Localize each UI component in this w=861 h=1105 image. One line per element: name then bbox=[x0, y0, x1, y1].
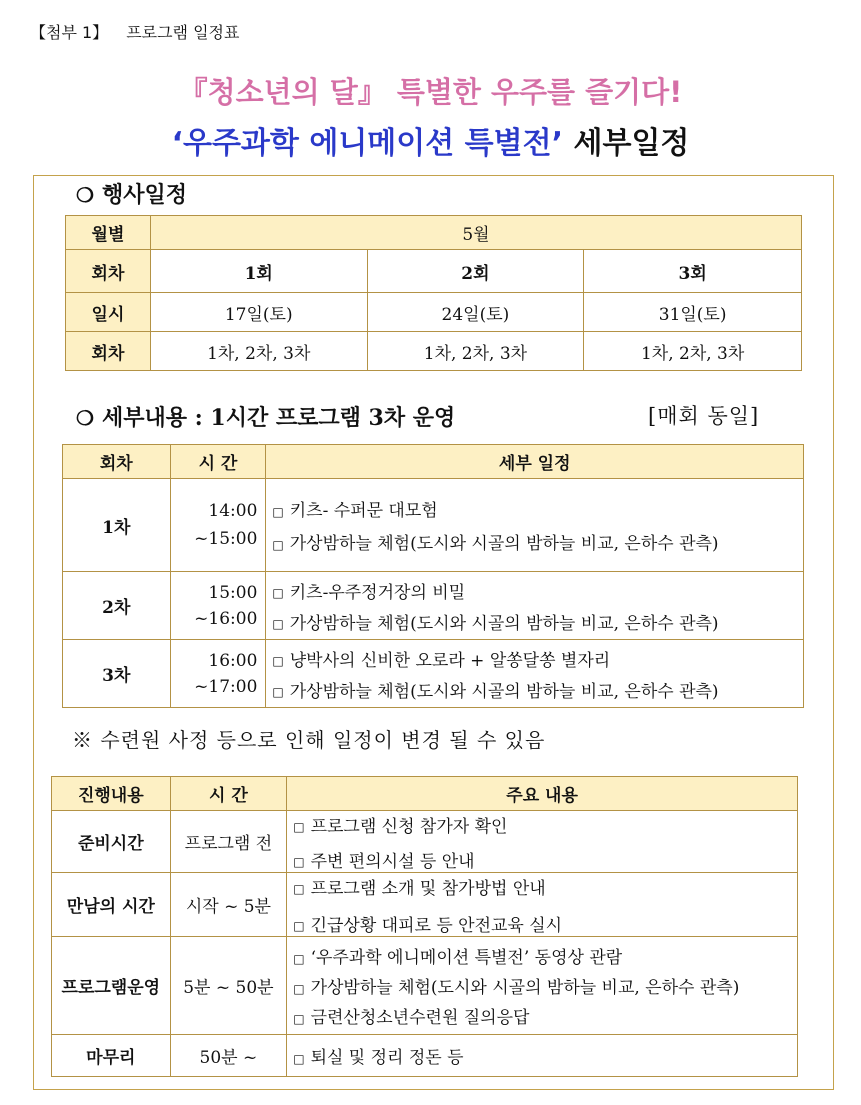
time-cell: 프로그램 전 bbox=[170, 811, 287, 873]
hollow-circle-bullet-icon: ❍ bbox=[76, 406, 94, 430]
date-label: 일시 bbox=[66, 293, 151, 332]
detail-cell: □ 키츠-우주정거장의 비밀 □ 가상밤하늘 체험(도시와 시골의 밤하늘 비교, 은하수 관측) bbox=[266, 572, 804, 640]
hollow-circle-bullet-icon: ❍ bbox=[76, 183, 94, 207]
col-main: 주요 내용 bbox=[287, 777, 798, 811]
col-content: 진행내용 bbox=[52, 777, 171, 811]
detail-schedule-table bbox=[62, 444, 804, 708]
time-cell: 5분 ~ 50분 bbox=[170, 937, 287, 1035]
round-3: 3회 bbox=[584, 250, 802, 293]
main-cell: □ 프로그램 소개 및 참가방법 안내 □ 긴급상황 대피로 등 안전교육 실시 bbox=[287, 873, 798, 937]
sessions-2: 1차, 2차, 3차 bbox=[367, 332, 584, 371]
table-row bbox=[52, 811, 798, 873]
page-title-line2 bbox=[0, 118, 861, 162]
session-row bbox=[66, 332, 802, 371]
date-row bbox=[66, 293, 802, 332]
small-square-icon: □ bbox=[293, 951, 305, 966]
round-1: 1회 bbox=[150, 250, 367, 293]
event-schedule-table bbox=[65, 215, 802, 371]
small-square-icon: □ bbox=[272, 504, 284, 519]
main-cell: □ 퇴실 및 정리 정돈 등 bbox=[287, 1035, 798, 1077]
time-cell: 50분 ~ bbox=[170, 1035, 287, 1077]
date-2: 24일(토) bbox=[367, 293, 584, 332]
table-row bbox=[52, 873, 798, 937]
section1-heading: ❍ 행사일정 bbox=[76, 182, 187, 208]
content-cell: 프로그램운영 bbox=[52, 937, 171, 1035]
time-cell: 15:00 ~16:00 bbox=[170, 572, 266, 640]
col-round: 회차 bbox=[63, 445, 171, 479]
attachment-tag: 【첨부 1】 bbox=[30, 23, 109, 42]
round-2: 2회 bbox=[367, 250, 584, 293]
round-row bbox=[66, 250, 802, 293]
small-square-icon: □ bbox=[293, 855, 305, 869]
time-cell: 시작 ~ 5분 bbox=[170, 873, 287, 937]
section2-heading: ❍ 세부내용 : 1시간 프로그램 3차 운영 bbox=[76, 405, 456, 431]
small-square-icon: □ bbox=[293, 1051, 305, 1066]
flow-header-row bbox=[52, 777, 798, 811]
attachment-text: 프로그램 일정표 bbox=[126, 23, 240, 42]
small-square-icon: □ bbox=[293, 1011, 305, 1026]
time-cell: 14:00 ~15:00 bbox=[170, 479, 266, 572]
schedule-change-note: ※ 수련원 사정 등으로 인해 일정이 변경 될 수 있음 bbox=[72, 728, 546, 752]
month-label: 월별 bbox=[66, 216, 151, 250]
detail-cell: □ 키츠- 수퍼문 대모험 □ 가상밤하늘 체험(도시와 시골의 밤하늘 비교, 은하수 관측) bbox=[266, 479, 804, 572]
attachment-label bbox=[30, 20, 239, 43]
page-title-line1: 『청소년의 달』 특별한 우주를 즐기다! bbox=[178, 75, 683, 109]
title-suffix: 세부일정 bbox=[573, 126, 690, 161]
small-square-icon: □ bbox=[293, 820, 305, 834]
content-cell: 만남의 시간 bbox=[52, 873, 171, 937]
date-3: 31일(토) bbox=[584, 293, 802, 332]
main-cell: □ ‘우주과학 에니메이션 특별전’ 동영상 관람 □ 가상밤하늘 체험(도시와 시골의 밤하늘 비교, 은하수 관측) □ 금련산청소년수련원 질의응답 bbox=[287, 937, 798, 1035]
round-cell: 1차 bbox=[63, 479, 171, 572]
round-cell: 2차 bbox=[63, 572, 171, 640]
table-row bbox=[63, 572, 804, 640]
time-cell: 16:00 ~17:00 bbox=[170, 640, 266, 708]
program-flow-table bbox=[51, 776, 798, 1077]
detail-cell: □ 냥박사의 신비한 오로라 + 알쏭달쏭 별자리 □ 가상밤하늘 체험(도시와 시골의 밤하늘 비교, 은하수 관측) bbox=[266, 640, 804, 708]
table-row bbox=[63, 640, 804, 708]
month-row bbox=[66, 216, 802, 250]
small-square-icon: □ bbox=[293, 981, 305, 996]
small-square-icon: □ bbox=[293, 882, 305, 896]
same-each-time-note: [매회 동일] bbox=[648, 404, 760, 428]
round-label: 회차 bbox=[66, 250, 151, 293]
content-cell: 준비시간 bbox=[52, 811, 171, 873]
col-time: 시 간 bbox=[170, 445, 266, 479]
small-square-icon: □ bbox=[272, 537, 284, 552]
col-detail: 세부 일정 bbox=[266, 445, 804, 479]
small-square-icon: □ bbox=[272, 617, 284, 631]
table-row bbox=[52, 937, 798, 1035]
month-value: 5월 bbox=[150, 216, 801, 250]
date-1: 17일(토) bbox=[150, 293, 367, 332]
round-cell: 3차 bbox=[63, 640, 171, 708]
sessions-1: 1차, 2차, 3차 bbox=[150, 332, 367, 371]
small-square-icon: □ bbox=[272, 685, 284, 699]
detail-header-row bbox=[63, 445, 804, 479]
title-event-name: ‘우주과학 에니메이션 특별전’ bbox=[171, 126, 564, 161]
content-cell: 마무리 bbox=[52, 1035, 171, 1077]
sessions-3: 1차, 2차, 3차 bbox=[584, 332, 802, 371]
small-square-icon: □ bbox=[293, 919, 305, 933]
table-row bbox=[63, 479, 804, 572]
small-square-icon: □ bbox=[272, 654, 284, 668]
session-label: 회차 bbox=[66, 332, 151, 371]
table-row bbox=[52, 1035, 798, 1077]
small-square-icon: □ bbox=[272, 586, 284, 600]
main-cell: □ 프로그램 신청 참가자 확인 □ 주변 편의시설 등 안내 bbox=[287, 811, 798, 873]
col-time: 시 간 bbox=[170, 777, 287, 811]
